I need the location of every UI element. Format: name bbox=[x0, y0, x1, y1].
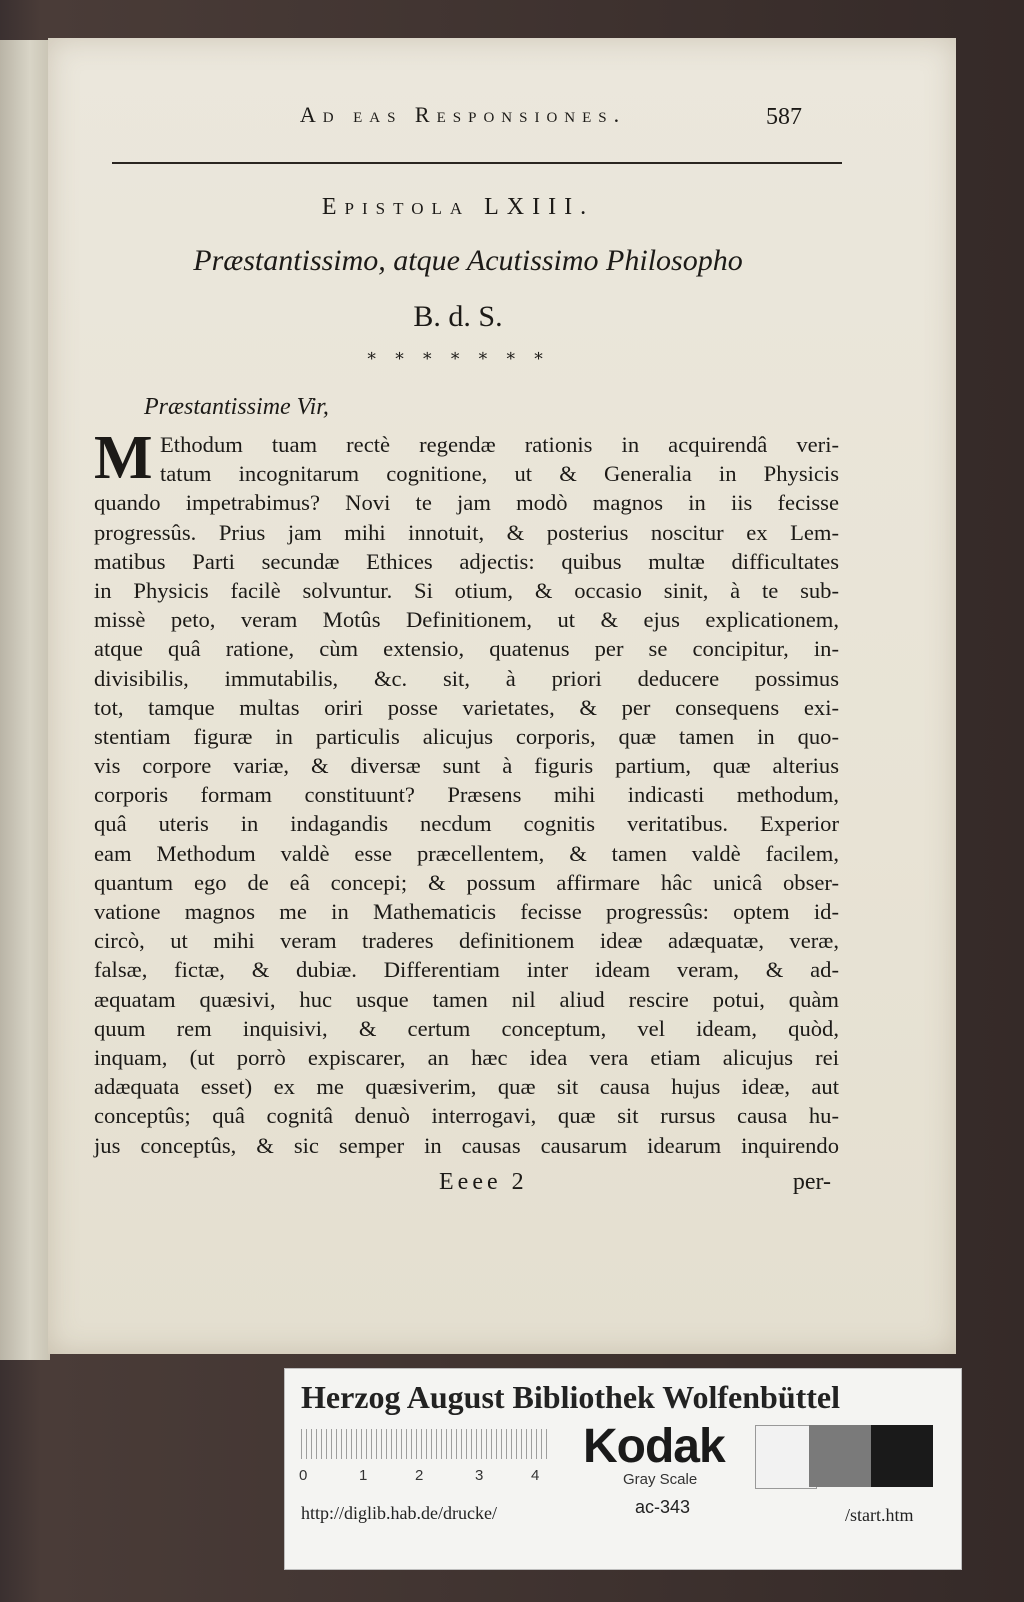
header-rule bbox=[112, 162, 842, 164]
book-page bbox=[48, 38, 956, 1354]
facing-page-edge bbox=[0, 40, 50, 1360]
page-number: 587 bbox=[766, 104, 802, 130]
catchword: per- bbox=[792, 1169, 831, 1195]
text-line: vis corpore variæ, & diversæ sunt à figuris partium, quæ alterius bbox=[94, 753, 839, 779]
text-line: jus conceptûs, & sic semper in causas causarum idearum inquirendo bbox=[94, 1132, 839, 1158]
kodak-logo: Kodak bbox=[583, 1420, 725, 1473]
text-line: quantum ego de eâ concepi; & possum affirmare hâc unicâ obser- bbox=[94, 869, 839, 895]
url-suffix: /start.htm bbox=[845, 1505, 914, 1525]
color-calibration-target bbox=[284, 1368, 962, 1570]
running-head: Ad eas Responsiones. bbox=[299, 102, 627, 127]
black-patch bbox=[871, 1425, 933, 1487]
source-url: http://diglib.hab.de/drucke/ bbox=[301, 1503, 497, 1523]
text-line: divisibilis, immutabilis, &c. sit, à priori deducere possimus bbox=[94, 665, 839, 691]
text-line: circò, ut mihi veram traderes definitionem ideæ adæquatæ, veræ, bbox=[94, 928, 839, 954]
ruler-label: 0 bbox=[299, 1467, 308, 1484]
letter-number: Epistola LXIII. bbox=[321, 194, 595, 220]
text-line: stentiam figuræ in particulis alicujus corporis, quæ tamen in quo- bbox=[94, 723, 839, 749]
text-line: matibus Parti secundæ Ethices adjectis: quibus multæ difficultates bbox=[94, 548, 839, 574]
text-line: falsæ, fictæ, & dubiæ. Differentiam inter ideam veram, & ad- bbox=[94, 957, 839, 983]
text-line: Ethodum tuam rectè regendæ rationis in acquirendâ veri- bbox=[160, 432, 839, 457]
text-line: tot, tamque multas oriri posse varietates, & per consequens exi- bbox=[94, 694, 839, 720]
letter-address: Præstantissimo, atque Acutissimo Philosopho bbox=[193, 244, 743, 277]
shelfmark-code: ac-343 bbox=[635, 1497, 691, 1517]
ruler-label: 2 bbox=[415, 1467, 424, 1484]
text-line: progressûs. Prius jam mihi innotuit, & posterius noscitur ex Lem- bbox=[94, 519, 839, 545]
text-line: tatum incognitarum cognitione, ut & Generalia in Physicis bbox=[160, 461, 839, 487]
salutation: Præstantissime Vir, bbox=[144, 394, 329, 420]
ruler-scale bbox=[301, 1429, 551, 1459]
ornament-stars: ∗ ∗ ∗ ∗ ∗ ∗ ∗ bbox=[365, 346, 551, 365]
drop-capital: M bbox=[94, 424, 153, 492]
white-patch bbox=[755, 1425, 817, 1489]
text-line: vatione magnos me in Mathematicis fecisse progressûs: optem id- bbox=[94, 899, 839, 924]
ruler-label: 4 bbox=[531, 1467, 540, 1484]
recipient-initials: B. d. S. bbox=[413, 300, 503, 333]
gray-scale-label: Gray Scale bbox=[623, 1471, 698, 1488]
ruler-label: 3 bbox=[475, 1467, 484, 1484]
text-line: quando impetrabimus? Novi te jam modò magnos in iis fecisse bbox=[94, 490, 839, 516]
text-line: quum rem inquisivi, & certum conceptum, vel ideam, quòd, bbox=[94, 1015, 839, 1041]
ruler-label: 1 bbox=[359, 1467, 368, 1484]
text-line: inquam, (ut porrò expiscarer, an hæc idea vera etiam alicujus rei bbox=[94, 1044, 839, 1070]
text-line: æquatam quæsivi, huc usque tamen nil aliud rescire potui, quàm bbox=[94, 986, 839, 1012]
text-line: quâ uteris in indagandis necdum cognitis veritatibus. Experior bbox=[94, 811, 839, 837]
text-line: missè peto, veram Motûs Definitionem, ut & ejus explicationem, bbox=[94, 607, 839, 633]
text-line: adæquata esset) ex me quæsiverim, quæ sit causa hujus ideæ, aut bbox=[94, 1074, 839, 1100]
text-line: conceptûs; quâ cognitâ denuò interrogavi, quæ sit rursus causa hu- bbox=[94, 1103, 839, 1129]
text-line: eam Methodum valdè esse præcellentem, & tamen valdè facilem, bbox=[94, 840, 839, 866]
gray-patch bbox=[809, 1425, 871, 1487]
text-line: atque quâ ratione, cùm extensio, quatenus per se concipitur, in- bbox=[94, 636, 839, 662]
library-name: Herzog August Bibliothek Wolfenbüttel bbox=[301, 1379, 841, 1415]
signature-mark: Eeee 2 bbox=[439, 1169, 528, 1195]
letter-body bbox=[94, 424, 839, 1160]
text-line: corporis formam constituunt? Præsens mihi indicasti methodum, bbox=[94, 782, 839, 808]
text-line: in Physicis facilè solvuntur. Si otium, & occasio sinit, à te sub- bbox=[94, 577, 839, 603]
